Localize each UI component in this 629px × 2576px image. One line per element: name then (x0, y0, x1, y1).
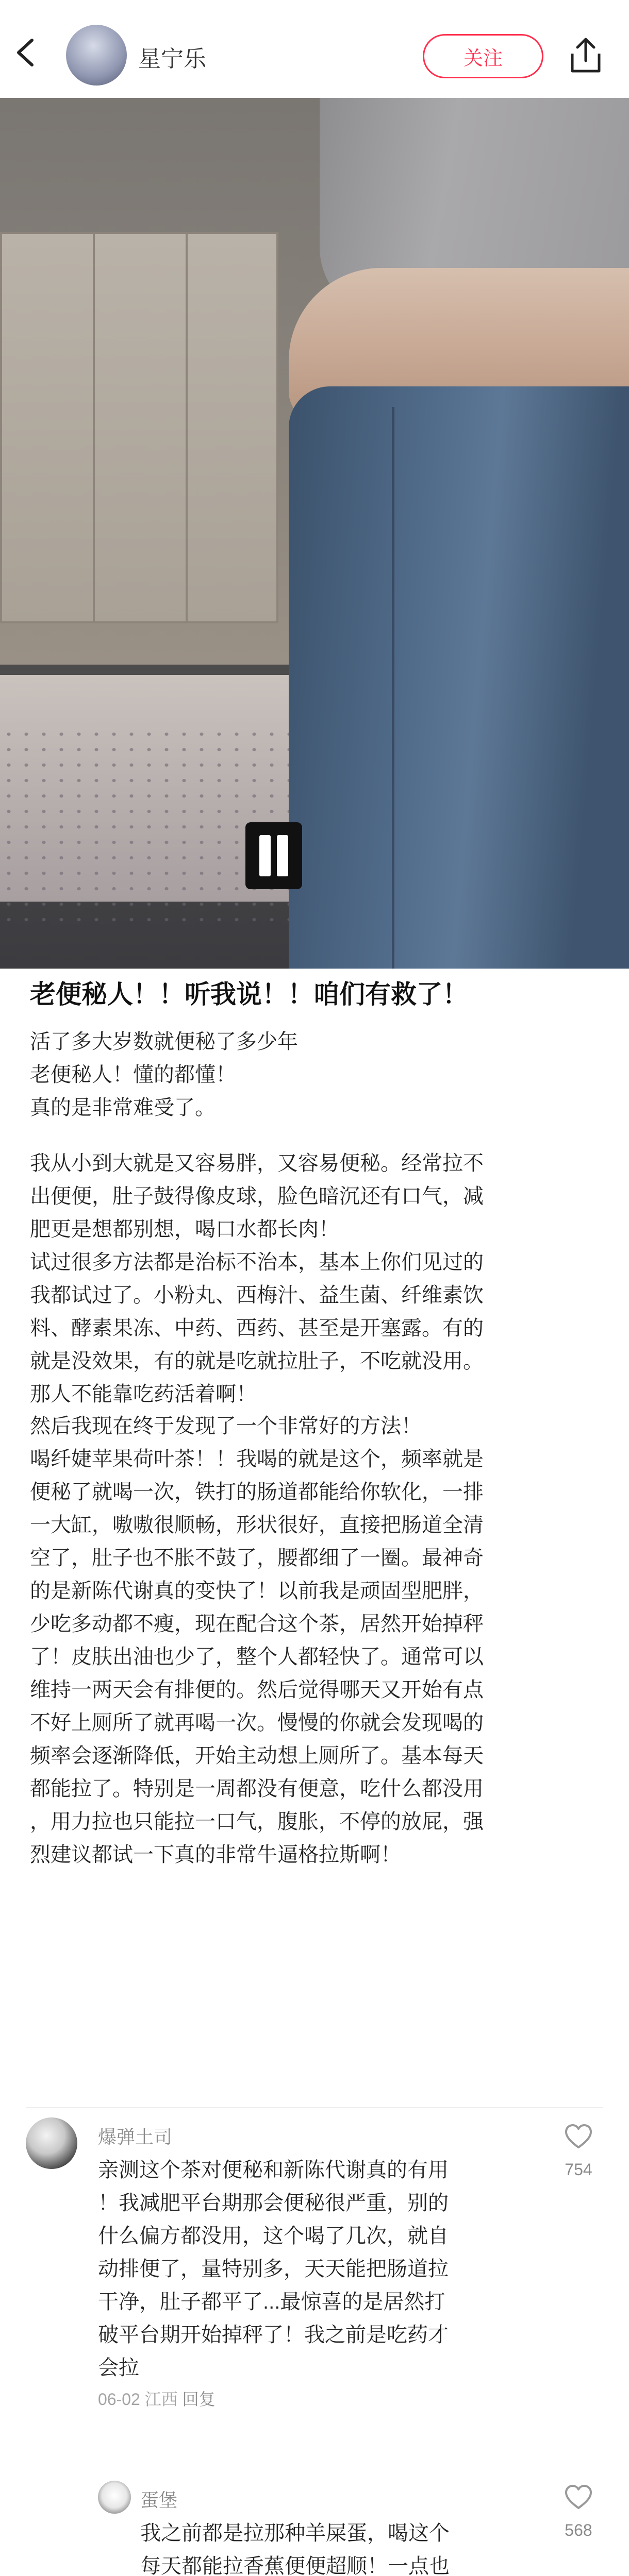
post-paragraph-line: 不好上厕所了就再喝一次。慢慢的你就会发现喝的 (30, 1711, 484, 1734)
author-avatar[interactable] (66, 25, 127, 86)
comment-text (140, 2517, 450, 2576)
post-paragraph-line: 维持一两天会有排便的。然后觉得哪天又开始有点 (30, 1679, 484, 1701)
like-button[interactable] (553, 2123, 604, 2179)
comment-text-line: 每天都能拉香蕉便便超顺！一点也 (140, 2555, 450, 2576)
post-paragraph-line: 便秘了就喝一次，铁打的肠道都能给你软化，一排 (30, 1481, 484, 1503)
comment-date: 06-02 (98, 2390, 140, 2409)
post-photo[interactable] (0, 98, 629, 969)
post-title: 老便秘人！！听我说！！咱们有救了！ (30, 980, 468, 1009)
comment-location: 江西 (144, 2390, 178, 2409)
post-paragraph-line: 了！皮肤出油也少了，整个人都轻快了。通常可以 (30, 1646, 484, 1668)
reply-button[interactable]: 回复 (182, 2390, 216, 2409)
comment-text-line: ！我减肥平台期那会便秘很严重，别的 (98, 2192, 449, 2214)
comment-text (98, 2154, 449, 2384)
post-paragraph-line: 频率会逐渐降低，开始主动想上厕所了。基本每天 (30, 1744, 484, 1767)
comment-text-line: 我之前都是拉那种羊屎蛋，喝这个 (140, 2522, 450, 2545)
post-paragraph-line: 喝纤婕苹果荷叶茶！！我喝的就是这个，频率就是 (30, 1448, 484, 1470)
heart-icon (564, 2123, 593, 2151)
post-paragraph-line: 我都试过了。小粉丸、西梅汁、益生菌、纤维素饮 (30, 1284, 484, 1307)
pause-icon[interactable] (245, 822, 302, 889)
post-paragraph-line: 试过很多方法都是治标不治本，基本上你们见过的 (30, 1251, 484, 1274)
comment-text-line: 什么偏方都没用，这个喝了几次，就自 (98, 2225, 449, 2247)
wardrobe (0, 232, 278, 623)
post-paragraph-line: 少吃多动都不瘦，现在配合这个茶，居然开始掉秤 (30, 1613, 484, 1635)
comment-text-line: 动排便了，量特别多，天天能把肠道拉 (98, 2258, 449, 2280)
commenter-name[interactable]: 爆弹土司 (98, 2126, 173, 2147)
post-paragraph-line: 活了多大岁数就便秘了多少年 (30, 1030, 298, 1053)
post-paragraph-line: ，用力拉也只能拉一口气，腹胀，不停的放屁，强 (30, 1810, 484, 1833)
back-arrow-icon[interactable] (11, 37, 42, 68)
post-paragraph-line: 空了，肚子也不胀不鼓了，腰都细了一圈。最神奇 (30, 1547, 484, 1569)
post-paragraph-line: 真的是非常难受了。 (30, 1096, 216, 1119)
author-name[interactable]: 星宁乐 (138, 46, 206, 72)
comment-text-line: 亲测这个茶对便秘和新陈代谢真的有用 (98, 2159, 449, 2181)
follow-button[interactable]: 关注 (423, 34, 543, 78)
post-paragraph-line: 然后我现在终于发现了一个非常好的方法！ (30, 1415, 422, 1437)
post-paragraph-line: 就是没效果，有的就是吃就拉肚子，不吃就没用。 (30, 1350, 484, 1372)
post-paragraph (30, 1147, 602, 1246)
commenter-name[interactable]: 蛋堡 (140, 2489, 178, 2511)
post-paragraph-line: 烈建议都试一下真的非常牛逼格拉斯啊！ (30, 1843, 401, 1866)
post-paragraph (30, 1246, 602, 1411)
comment-text-line: 破平台期开始掉秤了！我之前是吃药才 (98, 2324, 449, 2346)
post-paragraph-line: 的是新陈代谢真的变快了！以前我是顽固型肥胖， (30, 1580, 484, 1602)
commenter-avatar[interactable] (26, 2117, 77, 2169)
post-paragraph-line: 那人不能靠吃药活着啊！ (30, 1383, 257, 1405)
heart-icon (564, 2483, 593, 2512)
jeans (289, 386, 629, 969)
commenter-avatar[interactable] (98, 2481, 131, 2514)
post-paragraph (30, 1025, 602, 1124)
post-paragraph-line: 我从小到大就是又容易胖，又容易便秘。经常拉不 (30, 1152, 484, 1175)
like-count: 568 (565, 2521, 592, 2539)
post-paragraph-line: 都能拉了。特别是一周都没有便意，吃什么都没用 (30, 1777, 484, 1800)
post-paragraph-line: 料、酵素果冻、中药、西药、甚至是开塞露。有的 (30, 1317, 484, 1340)
comment-meta (98, 2386, 216, 2410)
comment-text-line: 会拉 (98, 2357, 139, 2379)
post-paragraph-line: 老便秘人！懂的都懂！ (30, 1063, 236, 1086)
post-paragraph-line: 一大缸，嗷嗷很顺畅，形状很好，直接把肠道全清 (30, 1514, 484, 1536)
post-paragraph (30, 1410, 602, 1871)
divider (26, 2107, 603, 2108)
share-icon[interactable] (565, 35, 606, 76)
post-paragraph-line: 出便便，肚子鼓得像皮球，脸色暗沉还有口气，减 (30, 1185, 484, 1208)
comment-text-line: 干净，肚子都平了...最惊喜的是居然打 (98, 2291, 445, 2313)
like-count: 754 (565, 2160, 592, 2179)
top-navigation-bar (0, 0, 629, 98)
like-button[interactable] (553, 2483, 604, 2540)
post-paragraph-line: 肥更是想都别想，喝口水都长肉！ (30, 1218, 339, 1241)
